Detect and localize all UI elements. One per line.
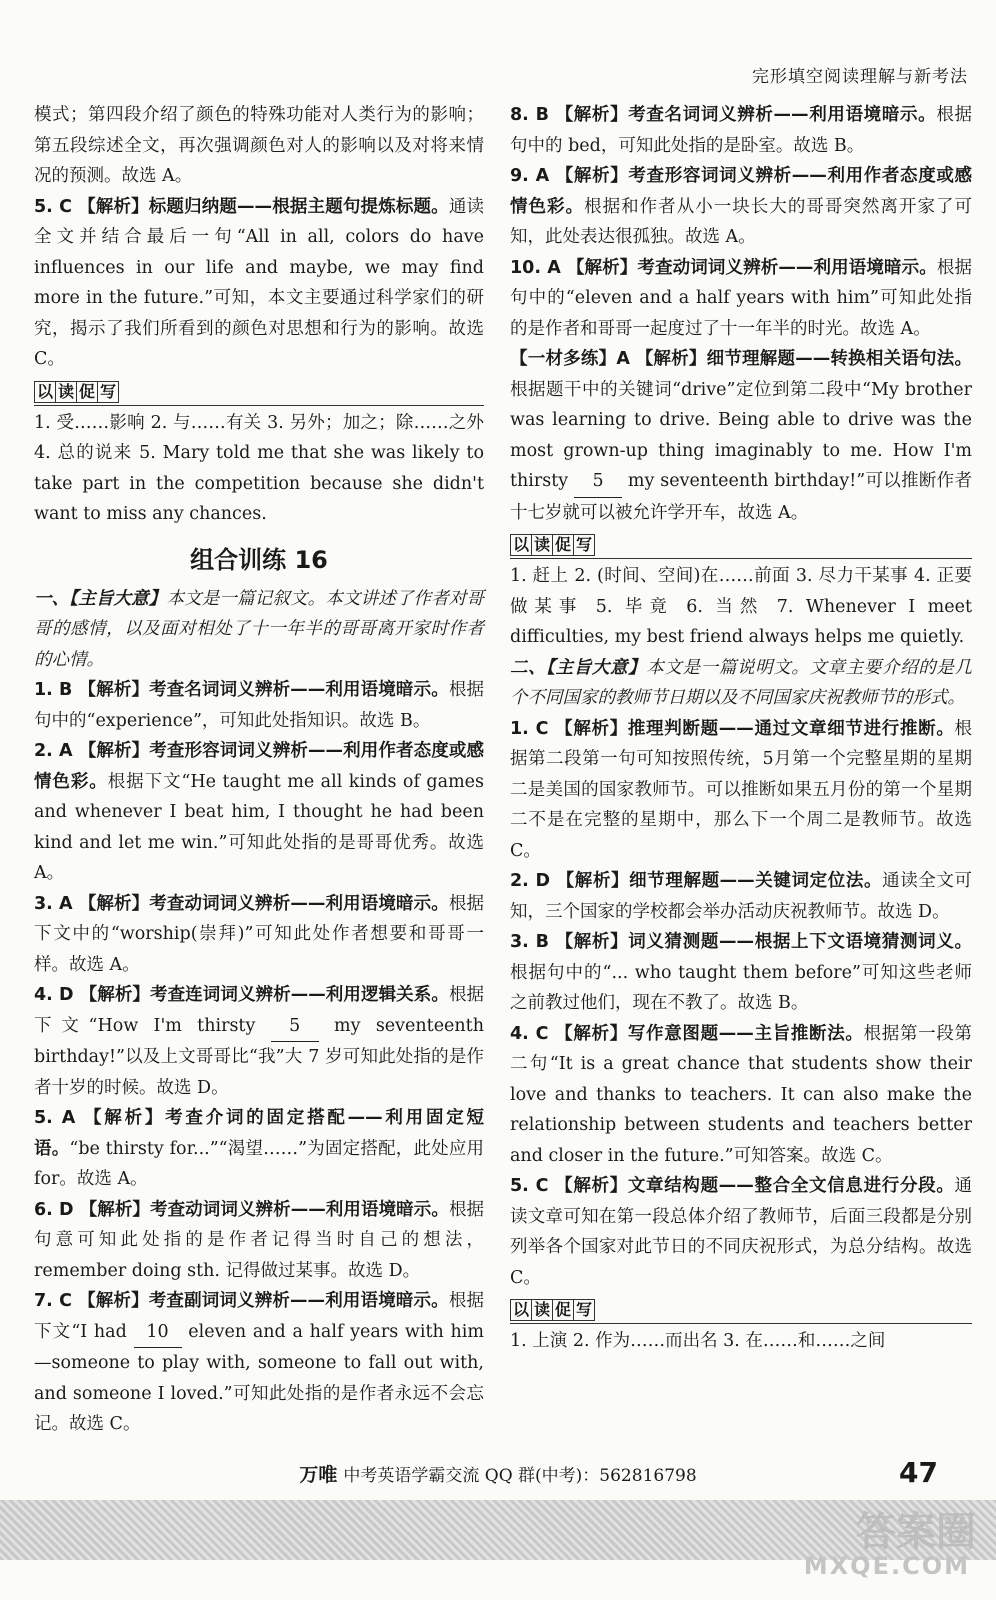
answer-item: 5. C 【解析】标题归纳题——根据主题句提炼标题。通读全文并结合最后一句“All in all, colors do have influences in our life and maybe, we may find more in the future.”可知，本文主要通过科学家们的研究，揭示了我们所看到的颜色对思想和行为的影响。故选 C。 <box>34 196 485 369</box>
read-write-answers: 1. 上演 2. 作为……而出名 3. 在……和……之间 <box>510 1331 886 1351</box>
summary: 一、【主旨大意】本文是一篇记叙文。本文讲述了作者对哥哥的感情，以及面对相处了十一年半的哥哥离开家时作者的心情。 <box>34 588 485 670</box>
answer-item: 5. A 【解析】考查介词的固定搭配——利用固定短语。“be thirsty for...”“渴望……”为固定搭配，此处应用 for。故选 A。 <box>34 1108 485 1189</box>
left-column <box>34 100 484 1440</box>
read-write-header: 以 读 促 写 <box>510 532 972 559</box>
answer-item: 5. C 【解析】文章结构题——整合全文信息进行分段。通读文章可知在第一段总体介绍了教师节，后面三段都是分别列举各个国家对此节日的不同庆祝形式，为总分结构。故选 C。 <box>510 1176 973 1288</box>
read-write-answers: 1. 赶上 2. (时间、空间)在……前面 3. 尽力干某事 4. 正要做某事 5. 毕竟 6. 当然 7. Whenever I meet difficulties, my best friend always helps me quietly. <box>510 566 972 647</box>
answer-item: 3. A 【解析】考查动词词义辨析——利用语境暗示。根据下文中的“worship(崇拜)”可知此处作者想要和哥哥一样。故选 A。 <box>34 893 485 975</box>
answer-item: 10. A 【解析】考查动词词义辨析——利用语境暗示。根据句中的“eleven and a half years with him”可知此处指的是作者和哥哥一起度过了十一年半的时光。故选 A。 <box>510 257 973 339</box>
paragraph: 模式；第四段介绍了颜色的特殊功能对人类行为的影响；第五段综述全文，再次强调颜色对人的影响以及对将来情况的预测。故选 A。 <box>34 105 484 186</box>
answer-item: 1. C 【解析】推理判断题——通过文章细节进行推断。根据第二段第一句可知按照传统，5月第一个完整星期的星期二是美国的国家教师节。可以推断如果五月份的第一个星期二不是在完整的星期中，那么下一个周二是教师节。故选 C。 <box>510 718 973 861</box>
answer-item: 7. C 【解析】考查副词词义辨析——利用语境暗示。根据下文“I had 10 eleven and a half years with him—someone to play with, someone to fall out with, and someone I loved.”可知此处指的是作者永远不会忘记。故选 C。 <box>34 1291 485 1434</box>
running-header: 完形填空阅读理解与新考法 <box>752 67 968 87</box>
answer-item: 3. B 【解析】词义猜测题——根据上下文语境猜测词义。根据句中的“... who taught them before”可知这些老师之前教过他们，现在不教了。故选 B。 <box>510 932 972 1013</box>
summary: 二、【主旨大意】本文是一篇说明文。文章主要介绍的是几个不同国家的教师节日期以及不同国家庆祝教师节的形式。 <box>510 657 973 708</box>
footer <box>0 1460 996 1487</box>
answer-item: 4. D 【解析】考查连词词义辨析——利用逻辑关系。根据下文“How I'm thirsty 5 my seventeenth birthday!”以及上文哥哥比“我”大 7 岁可知此处指的是作者十岁的时候。故选 D。 <box>34 985 485 1098</box>
bottom-bar <box>0 1500 996 1560</box>
answer-item: 8. B 【解析】考查名词词义辨析——利用语境暗示。根据句中的 bed，可知此处指的是卧室。故选 B。 <box>510 105 973 156</box>
brand-logo: 万唯 <box>299 1464 338 1486</box>
answer-item: 2. A 【解析】考查形容词词义辨析——利用作者态度或感情色彩。根据下文“He taught me all kinds of games and whenever I beat him, I thought he had been kind and let me win.”可知此处指的是哥哥优秀。故选 A。 <box>34 741 485 883</box>
blank: 10 <box>134 1317 182 1349</box>
section-title: 组合训练 16 <box>190 545 328 574</box>
watermark-url: MXQE.COM <box>803 1552 970 1580</box>
right-column <box>510 100 972 1357</box>
answer-item: 9. A 【解析】考查形容词词义辨析——利用作者态度或感情色彩。根据和作者从小一块长大的哥哥突然离开家了可知，此处表达很孤独。故选 A。 <box>510 166 973 247</box>
page-number: 47 <box>899 1456 938 1489</box>
read-write-header: 以 读 促 写 <box>510 1297 972 1324</box>
answer-item: 1. B 【解析】考查名词词义辨析——利用语境暗示。根据句中的“experience”，可知此处指知识。故选 B。 <box>34 680 484 731</box>
answer-item: 2. D 【解析】细节理解题——关键词定位法。通读全文可知，三个国家的学校都会举办活动庆祝教师节。故选 D。 <box>510 871 973 922</box>
answer-item: 4. C 【解析】写作意图题——主旨推断法。根据第一段第二句“It is a great chance that students show their love and thanks to teachers. It can also make the relationship between students and teachers better and closer in the future.”可知答案。故选 C。 <box>510 1023 973 1166</box>
read-write-answers: 1. 受……影响 2. 与……有关 3. 另外；加之；除……之外 4. 总的说来 5. Mary told me that she was likely to take part in the competition because she didn't want to miss any chances. <box>34 412 484 524</box>
footer-text: 中考英语学霸交流 QQ 群(中考)：562816798 <box>343 1466 697 1486</box>
answer-item: 6. D 【解析】考查动词词义辨析——利用语境暗示。根据句意可知此处指的是作者记得当时自己的想法，remember doing sth. 记得做过某事。故选 D。 <box>34 1199 485 1281</box>
blank: 5 <box>271 1011 319 1043</box>
blank: 5 <box>574 466 622 498</box>
read-write-header: 以 读 促 写 <box>34 379 484 406</box>
extra-practice: 【一材多练】A 【解析】细节理解题——转换相关语句法。根据题干中的关键词“drive”定位到第二段中“My brother was learning to drive. Being able to drive was the most grown-up thing imaginably to me. How I'm thirsty 5 my seventeenth birthday!”可以推断作者十七岁就可以被允许学开车，故选 A。 <box>510 349 973 523</box>
watermark-logo: 答案圈 <box>856 1509 976 1555</box>
